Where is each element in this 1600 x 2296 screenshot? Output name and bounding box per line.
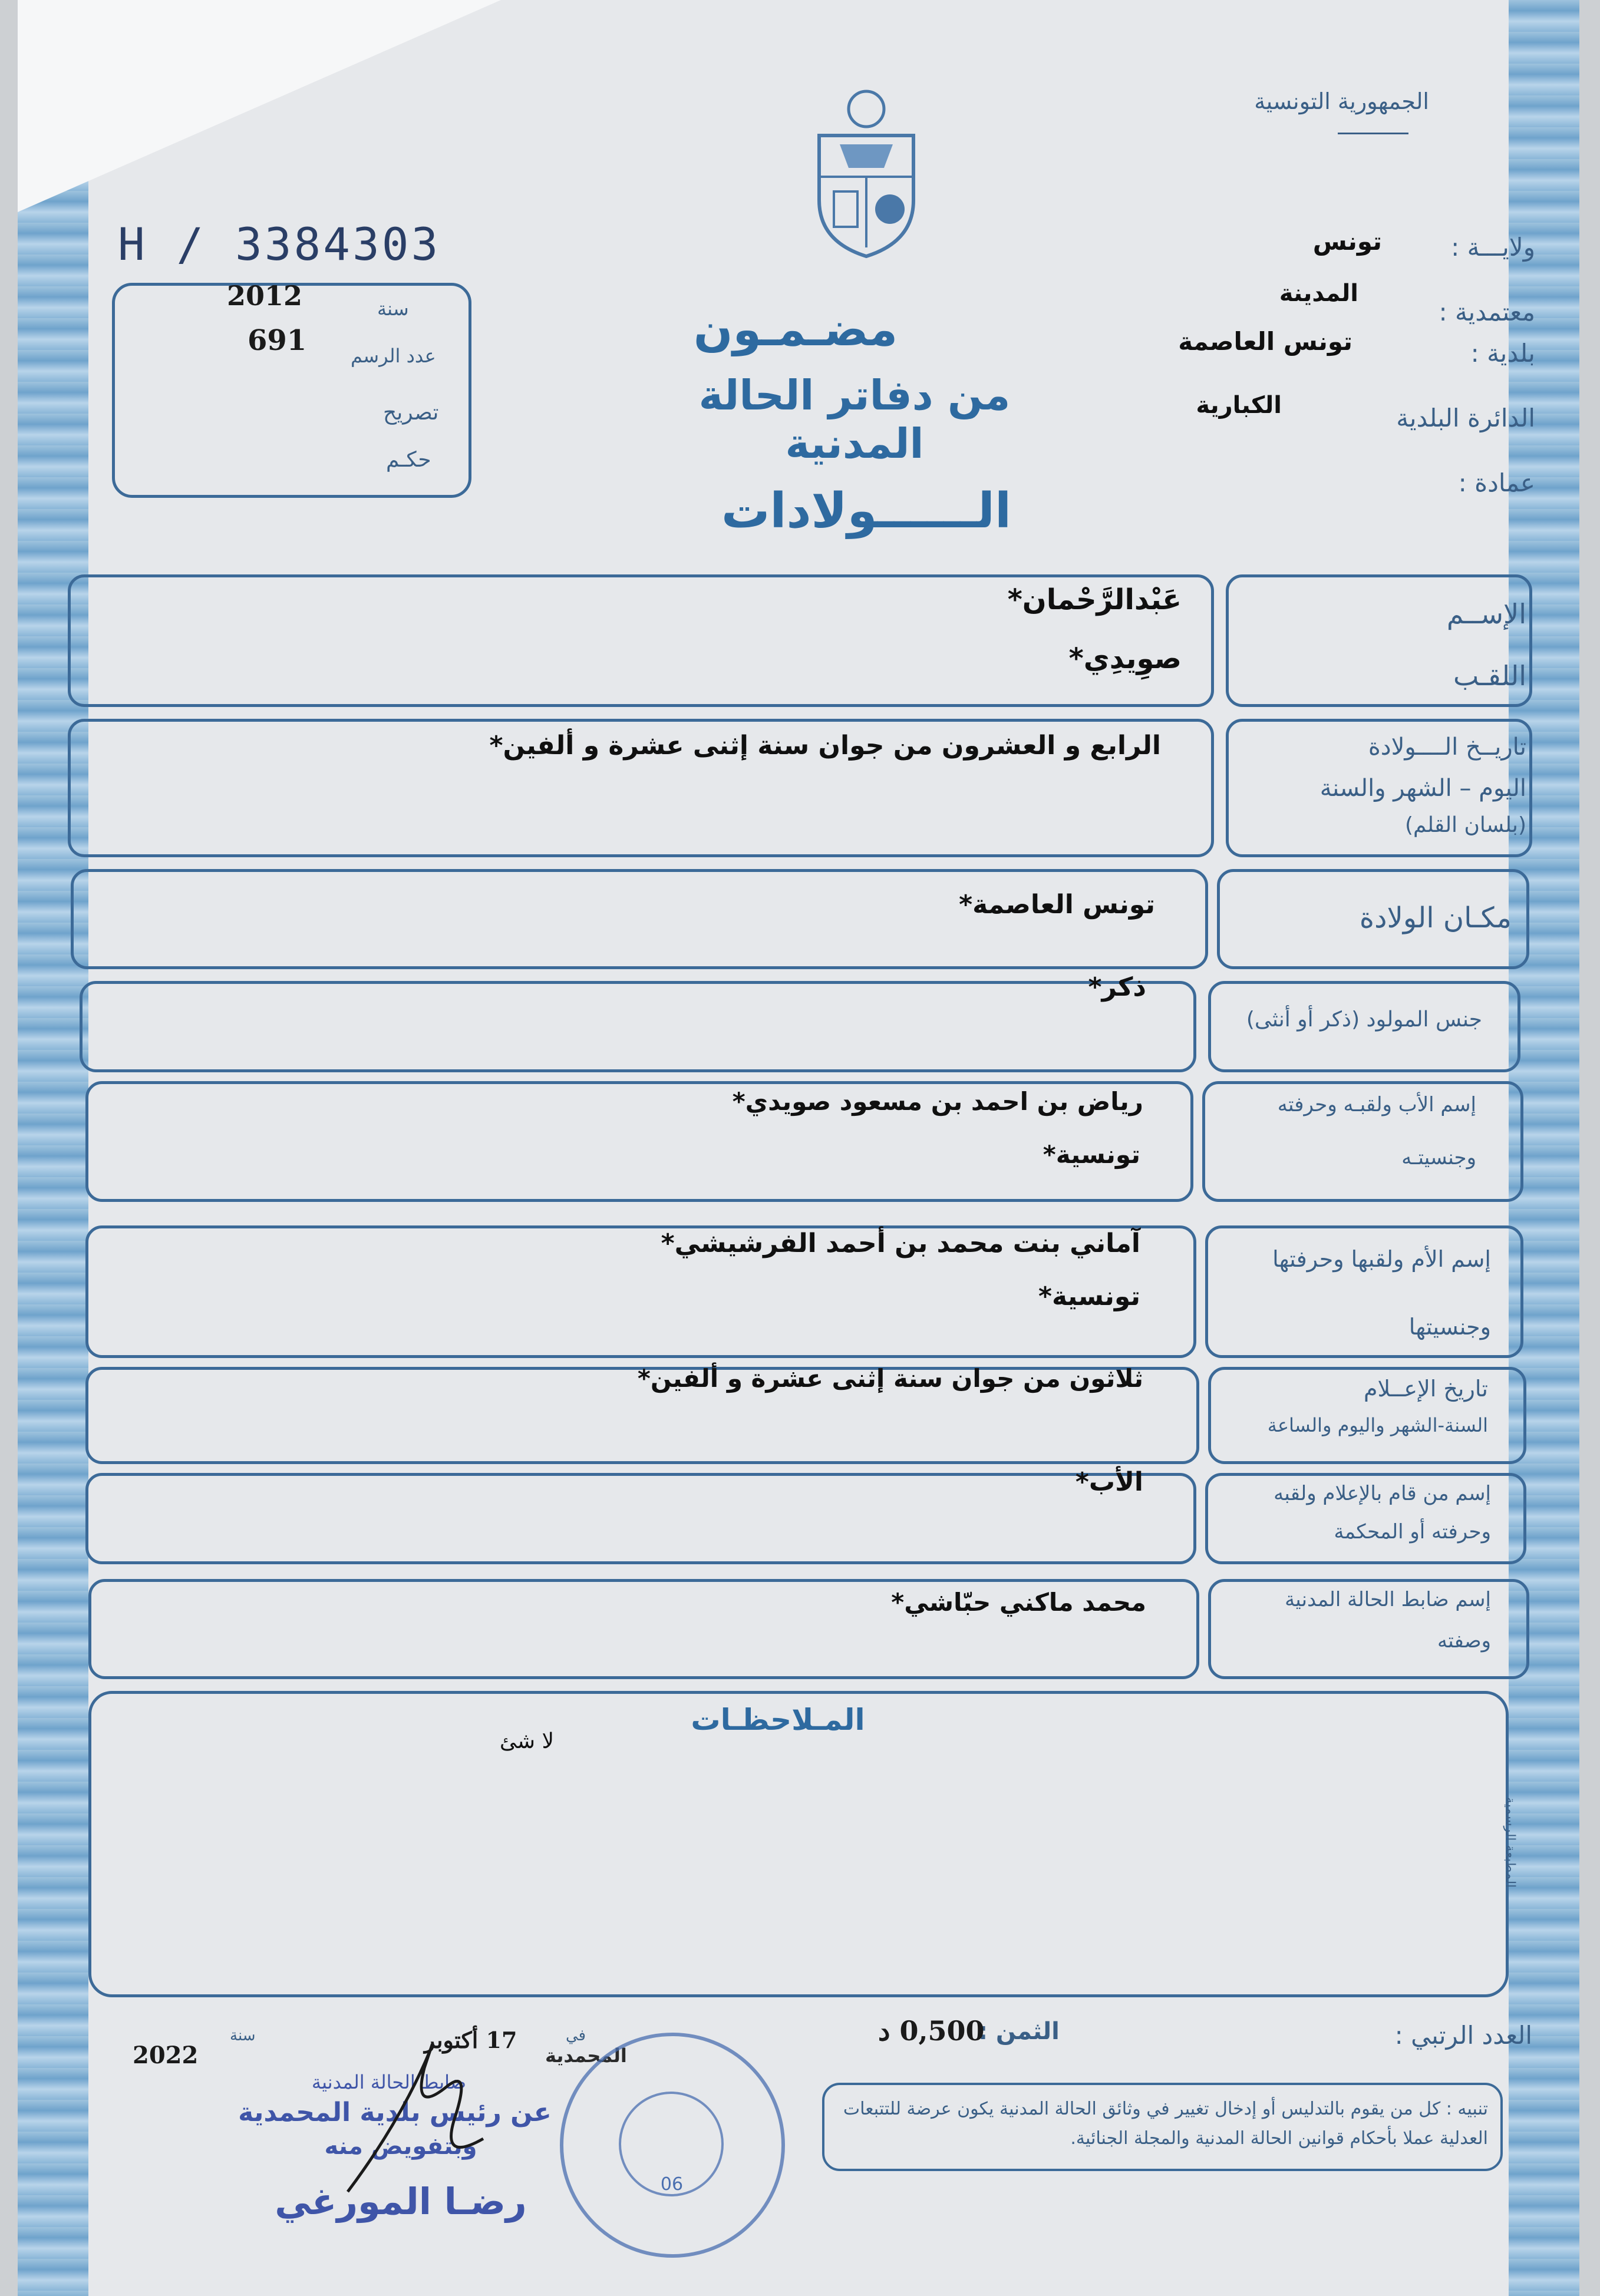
- issue-year: 2022: [133, 2041, 199, 2069]
- issue-day: 17 أكتوبر: [424, 2027, 517, 2053]
- serial-number: H / 3384303: [118, 218, 441, 270]
- surname-label: اللقـب: [1453, 660, 1526, 692]
- officer-stamp-line1: ضابط الحالة المدنية: [311, 2071, 467, 2093]
- signature-icon: [330, 2015, 507, 2209]
- declaration-value: ثلاثون من جوان سنة إثنى عشرة و ألفين*: [637, 1364, 1143, 1393]
- reg-declaration-label: تصريح: [383, 401, 439, 425]
- declaration-sublabel: السنة-الشهر واليوم والساعة: [1267, 1414, 1488, 1436]
- place-prefix: في: [566, 2027, 586, 2044]
- wilaya-value: تونس: [1312, 227, 1382, 256]
- reg-judgment-label: حكـم: [386, 448, 431, 472]
- surname-value: صوِيدِي*: [1068, 642, 1182, 675]
- daira-value: الكبارية: [1196, 392, 1282, 419]
- sex-value: ذكر*: [1088, 972, 1146, 1002]
- sex-value-box: [80, 981, 1196, 1072]
- father-nationality: تونسية*: [1043, 1140, 1140, 1169]
- omada-label: عمادة :: [1458, 468, 1535, 497]
- title-madmoun: مضـمـون: [693, 303, 898, 356]
- father-value: رياض بن احمد بن مسعود صويدي*: [732, 1087, 1143, 1116]
- birthdate-sublabel: اليوم – الشهر والسنة: [1319, 775, 1526, 802]
- folded-corner: [18, 0, 501, 212]
- name-label: الإســم: [1446, 598, 1526, 630]
- price-value: 0,500 د: [878, 2015, 985, 2047]
- daira-label: الدائرة البلدية: [1396, 404, 1535, 432]
- mootamadia-value: المدينة: [1279, 280, 1358, 307]
- birthplace-label: مكـان الولادة: [1359, 901, 1512, 934]
- seal-number: 06: [660, 2174, 684, 2195]
- declarant-label: إسم من قام بالإعلام ولقبه: [1274, 1482, 1491, 1505]
- declarant-value-box: [85, 1473, 1196, 1564]
- officer-sublabel: وصفته: [1437, 1629, 1491, 1653]
- declaration-label: تاريخ الإعــلام: [1363, 1376, 1488, 1402]
- republic-title: الجمهورية التونسية: [1254, 88, 1429, 114]
- order-number-label: العدد الرتبي :: [1394, 2021, 1532, 2050]
- reg-year-value: 2012: [227, 280, 303, 312]
- birthdate-value: الرابع و العشرون من جوان سنة إثنى عشرة و ألفين*: [489, 731, 1161, 761]
- father-sublabel: وجنسيتـه: [1401, 1146, 1476, 1170]
- declarant-value: الأب*: [1075, 1467, 1143, 1497]
- father-label: إسم الأب ولقبـه وحرفته: [1277, 1093, 1476, 1116]
- sex-label: جنس المولود (ذكر أو أنثى): [1246, 1007, 1482, 1032]
- wilaya-label: ولايـــة :: [1451, 233, 1535, 262]
- title-births: الــــــولادات: [721, 483, 1012, 539]
- issue-year-label: سنة: [230, 2027, 256, 2044]
- notes-box: [88, 1691, 1509, 1997]
- signer-name: رضـا المورغي: [275, 2180, 527, 2223]
- notes-value: لا شئ: [499, 1729, 554, 1753]
- notes-title: المـلاحظـات: [691, 1703, 865, 1737]
- title-civil-registry: من دفاتر الحالة المدنية: [698, 371, 1011, 468]
- reg-number-value: 691: [248, 324, 307, 357]
- baladia-value: تونس العاصمة: [1178, 327, 1352, 356]
- decorative-border-left: [18, 0, 88, 2296]
- price-label: الثمن :: [978, 2018, 1060, 2045]
- warning-text: تنبيه : كل من يقوم بالتدليس أو إدخال تغيير في وثائق الحالة المدنية يكون عرضة للتتبعات العدلية عملا بأحكام قوانين الحالة المدنية والمجلة الجنائية.: [843, 2099, 1488, 2149]
- mother-value: آماني بنت محمد بن أحمد الفرشيشي*: [661, 1228, 1140, 1258]
- birthdate-label: تاريــخ الــــولادة: [1368, 734, 1526, 761]
- printer-mark: المطبعة الرسمية: [1503, 1797, 1517, 1888]
- baladia-label: بلدية :: [1470, 339, 1535, 368]
- mother-nationality: تونسية*: [1038, 1281, 1140, 1311]
- mother-label: إسم الأم ولقبها وحرفتها: [1272, 1246, 1491, 1272]
- officer-label: إسم ضابط الحالة المدنية: [1285, 1588, 1491, 1611]
- officer-stamp-line2: عن رئيس بلدية المحمدية: [238, 2097, 552, 2127]
- coat-of-arms-icon: [807, 88, 925, 259]
- mootamadia-label: معتمدية :: [1439, 298, 1535, 326]
- officer-value: محمد ماكني حبّاشي*: [891, 1588, 1146, 1617]
- reg-number-label: عدد الرسم: [351, 345, 436, 367]
- place-value: المحمدية: [545, 2044, 627, 2067]
- declarant-sublabel: وحرفته أو المحكمة: [1334, 1520, 1491, 1544]
- reg-year-label: سنة: [377, 298, 409, 320]
- republic-underline: [1338, 133, 1408, 134]
- birthplace-value: تونس العاصمة*: [959, 890, 1155, 920]
- name-value: عَبْدالرَّحْمان*: [1007, 583, 1182, 616]
- birthdate-note: (بلسان القلم): [1404, 813, 1526, 837]
- mother-sublabel: وجنسيتها: [1408, 1314, 1491, 1340]
- officer-stamp-line3: وبتفويض منه: [324, 2133, 477, 2160]
